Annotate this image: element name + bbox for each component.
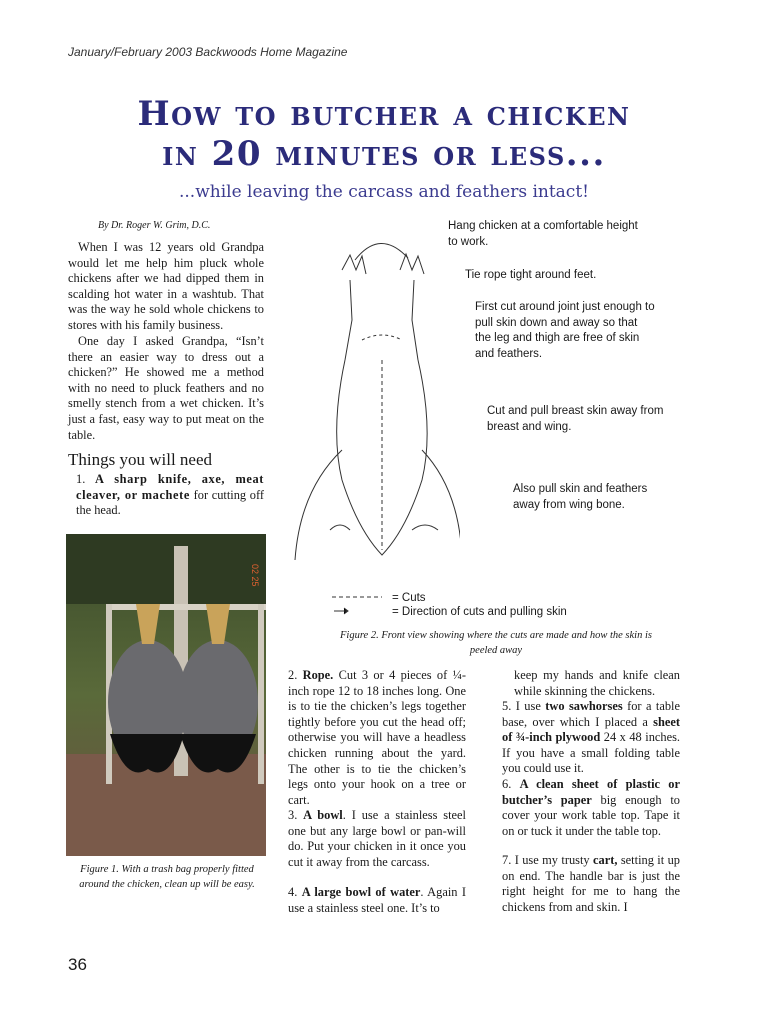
page-number: 36	[68, 955, 87, 974]
arrow-icon	[330, 605, 388, 617]
list-item-text: for a table base, over which I placed a	[502, 699, 680, 729]
list-item-bold: cart,	[593, 853, 618, 867]
list-item-text: big enough to cover your work table top. Tape it on or tuck it under the table top.	[502, 792, 680, 838]
list-item	[502, 853, 680, 915]
note-breast: Cut and pull breast skin away from breast and wing.	[487, 405, 664, 433]
list-item-bold: Rope.	[302, 668, 334, 682]
list-item-text: . Again I use a stainless steel one. It’s to	[288, 885, 466, 915]
list-number: 6.	[502, 777, 512, 791]
list-item	[502, 699, 680, 777]
note-tie: Tie rope tight around feet.	[465, 269, 597, 281]
list-item-bold: A clean sheet of plastic or butcher’s paper	[502, 777, 680, 807]
intro-paragraph-1: When I was 12 years old Grandpa would let me help him pluck whole chickens after we had dipped them in scalding hot water in a washtub. That was the way he sold whole chickens to stores with his family business.	[68, 240, 264, 332]
list-item	[76, 472, 264, 519]
note-wing: Also pull skin and feathers away from wing bone.	[513, 483, 648, 511]
figure1-photo	[66, 534, 266, 856]
list-item	[288, 668, 466, 808]
section-heading: Things you will need	[68, 450, 213, 469]
list-item-text: setting it up on end. The handle bar is just the right height for me to hang the chickens from and skin. I	[502, 853, 680, 914]
list-number: 2.	[288, 668, 298, 682]
article-title-line2: in 20 minutes or less...	[162, 134, 606, 174]
list-number: 5.	[502, 699, 512, 713]
list-item-bold: A bowl	[303, 808, 343, 822]
list-item	[288, 808, 466, 870]
list-item-continuation: keep my hands and knife clean while skinning the chickens.	[514, 668, 680, 698]
list-item-text: I use	[515, 699, 546, 713]
list-number: 7.	[502, 853, 512, 867]
article-title-line1: How to butcher a chicken	[137, 94, 631, 134]
list-item-text: for cutting off the head.	[76, 487, 264, 518]
list-item-text: 24 x 48 inches. If you have a small folding table you could use it.	[502, 730, 681, 776]
figure1-caption: Figure 1. With a trash bag properly fitted around the chicken, clean up will be easy.	[79, 864, 255, 890]
legend-direction-label: = Direction of cuts and pulling skin	[392, 606, 567, 618]
list-number: 4.	[288, 885, 298, 899]
legend-cuts-label: = Cuts	[392, 592, 426, 604]
note-hang: Hang chicken at a comfortable height to work.	[448, 220, 638, 248]
list-item-text: . I use a stainless steel one but any large bowl or pan-will do. Put your chicken in it once you cut it away from the carcass.	[288, 808, 466, 869]
article-subtitle: ...while leaving the carcass and feathers intact!	[179, 182, 589, 202]
note-first-cut: First cut around joint just enough to pull skin down and away so that the leg and thigh are free of skin and feathers.	[475, 301, 655, 360]
list-item-bold: A sharp knife, axe, meat cleaver, or machete	[76, 472, 264, 502]
figure2-drawing	[290, 230, 460, 585]
byline: By Dr. Roger W. Grim, D.C.	[98, 220, 211, 231]
magazine-header: January/February 2003 Backwoods Home Magazine	[68, 45, 348, 59]
intro-paragraph-2: One day I asked Grandpa, “Isn’t there an easier way to dress out a chicken?” He showed me a method with no need to pluck feathers and no smelly stench from a wet chicken. It’s just a fast, easy way to put meat on the table.	[68, 334, 264, 442]
list-item-text: Cut 3 or 4 pieces of ¼-inch rope 12 to 18 inches long. One is to tie the chicken’s legs together tightly before you cut the head off; otherwise you will have a headless chicken running about the yard. The other is to tie the chicken’s legs onto your hook on a tree or cart.	[288, 668, 466, 807]
legend-direction	[330, 604, 567, 623]
figure2-caption: Figure 2. Front view showing where the cuts are made and how the skin is peeled away	[340, 630, 652, 656]
svg-text:02 25: 02 25	[250, 564, 260, 587]
list-item-text: I use my trusty	[514, 853, 594, 867]
list-number: 1.	[76, 472, 86, 486]
list-item-bold: two sawhorses	[545, 699, 623, 713]
list-item-bold: sheet of ¾-inch plywood	[502, 714, 680, 745]
list-item	[502, 777, 680, 839]
cuts-line-icon	[330, 591, 388, 603]
list-number: 3.	[288, 808, 298, 822]
list-item-bold: A large bowl of water	[301, 885, 421, 899]
list-item	[288, 885, 466, 916]
